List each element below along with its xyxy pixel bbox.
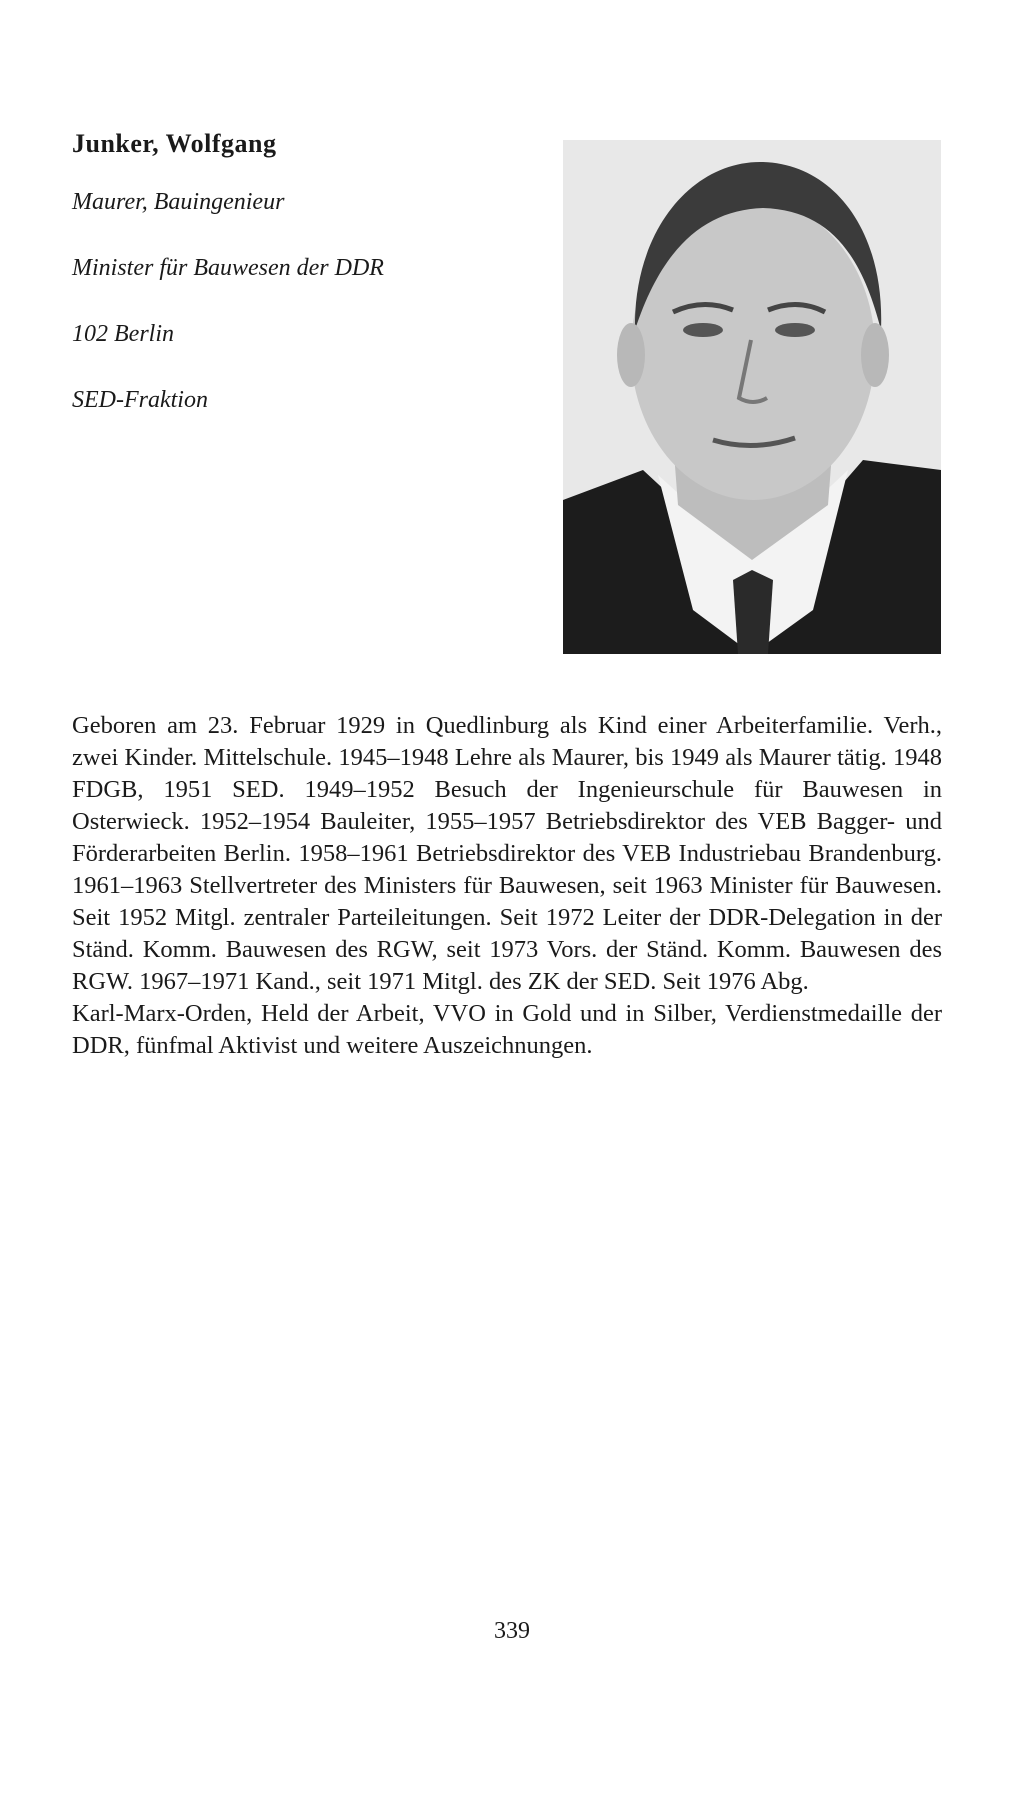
biography-paragraph: Geboren am 23. Februar 1929 in Quedlinburg als Kind einer Arbeiterfamilie. Verh., zwei Kinder. Mittelschule. 1945–1948 Lehre als Maurer, bis 1949 als Maurer tätig. 1948 FDGB, 1951 SED. 1949–1952 Besuch der Ingenieurschule für Bauwesen in Osterwieck. 1952–1954 Bauleiter, 1955–1957 Betriebsdirektor des VEB Bagger- und Förderarbeiten Berlin. 1958–1961 Betriebsdirektor des VEB Industriebau Brandenburg. 1961–1963 Stellvertreter des Ministers für Bauwesen, seit 1963 Minister für Bauwesen. Seit 1952 Mitgl. zentraler Parteileitungen. Seit 1972 Leiter der DDR-Delegation in der Ständ. Komm. Bauwesen des RGW, seit 1973 Vors. der Ständ. Komm. Bauwesen des RGW. 1967–1971 Kand., seit 1971 Mitgl. des ZK der SED. Seit 1976 Abg. — [72, 712, 942, 995]
portrait-photo — [563, 140, 941, 654]
portrait-icon — [563, 140, 941, 654]
person-name: Junker, Wolfgang — [72, 129, 277, 158]
occupation: Maurer, Bauingenieur — [72, 189, 285, 215]
position: Minister für Bauwesen der DDR — [72, 255, 384, 281]
awards-paragraph: Karl-Marx-Orden, Held der Arbeit, VVO in Gold und in Silber, Verdienstmedaille der DDR, fünfmal Aktivist und weitere Auszeichnungen. — [72, 1000, 942, 1059]
entry-header — [72, 128, 542, 451]
page-number: 339 — [494, 1618, 530, 1644]
address: 102 Berlin — [72, 321, 174, 347]
faction: SED-Fraktion — [72, 387, 208, 413]
biography — [72, 710, 942, 1062]
